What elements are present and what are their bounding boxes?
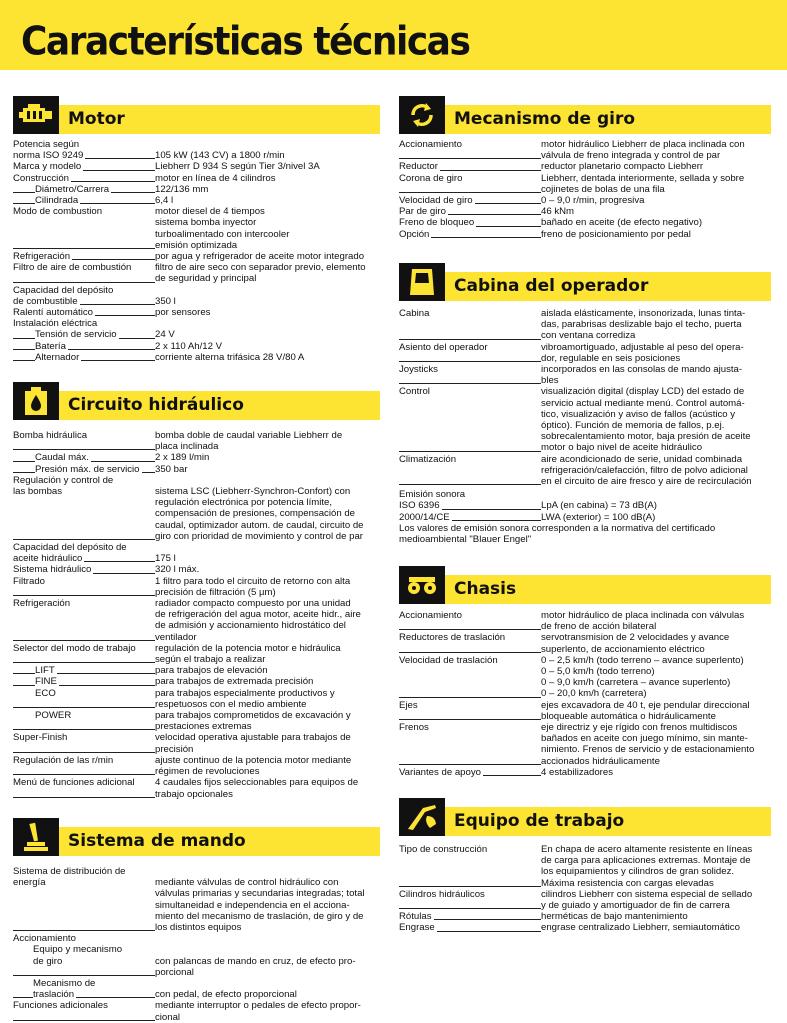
row-value	[155, 139, 380, 150]
row-value: con palancas de mando en cruz, de efecto pro- porcional	[155, 955, 356, 978]
row-label: Joysticks	[399, 364, 438, 376]
row-label: Frenos	[399, 722, 429, 734]
section-header	[399, 96, 771, 136]
row-label: Menú de funciones adicional	[13, 777, 135, 789]
row-value: radiador compacto compuesto por una unidad de refrigeración del agua motor, aceite hidr., aire de admisión y accionamiento hidrostático del ventilador	[155, 598, 361, 643]
row-value: 24 V	[155, 329, 175, 341]
row-value: Liebherr D 934 S según Tier 3/nivel 3A	[155, 161, 320, 173]
section-title: Circuito hidráulico	[68, 395, 244, 415]
emission-title: Emisión sonora	[399, 489, 466, 501]
row-value: para trabajos de extremada precisión	[155, 676, 314, 688]
row-label: Modo de combustion	[13, 206, 103, 218]
bucket-arm-icon	[399, 798, 445, 836]
row-label: Filtro de aire de combustión	[13, 262, 132, 274]
row-value: 4 caudales fijos seleccionables para equipos de trabajo opcionales	[155, 777, 359, 800]
row-value: 0 – 2,5 km/h (todo terreno – avance superlento) 0 – 5,0 km/h (todo terreno) 0 – 9,0 km/h (carretera – avance superlento) 0 – 20,0 km/h (carretera)	[541, 654, 744, 700]
row-label: Refrigeración	[13, 251, 71, 263]
row-value: regulación de la potencia motor e hidráulica según el trabajo a realizar	[155, 642, 341, 666]
row-label: Accionamiento	[399, 610, 462, 621]
equipo-rows	[399, 844, 771, 934]
section-title: Mecanismo de giro	[454, 109, 636, 129]
row-value: 2 x 110 Ah/12 V	[155, 340, 223, 352]
row-value: para trabajos de elevación	[155, 665, 268, 677]
row-label: Ejes	[399, 699, 418, 711]
row-label: Regulación y control de	[13, 474, 114, 486]
row-label: Selector del modo de trabajo	[13, 642, 136, 654]
row-value	[155, 318, 380, 329]
row-value: mediante interruptor o pedales de efecto propor- cional	[155, 1000, 361, 1023]
joystick-icon	[13, 818, 59, 856]
row-value: 122/136 mm	[155, 183, 209, 195]
row-label: Engrase	[399, 922, 435, 934]
row-value: mediante válvulas de control hidráulico con válvulas primarias y secundarias integradas; total simultaneidad e independencia en el acciona- miento del mecanismo de traslación, de giro y de los distintos equipos	[155, 877, 365, 934]
engine-icon	[13, 96, 59, 134]
row-value	[155, 475, 380, 486]
motor-rows	[13, 139, 380, 363]
row-value: En chapa de acero altamente resistente en líneas de carga para aplicaciones extremas. Montaje de los equipamientos y cilindros de gran solidez. Máxima resistencia con cargas elevadas	[541, 844, 753, 889]
row-label: Sistema hidráulico	[13, 564, 92, 576]
hidraulico-rows	[13, 430, 380, 800]
row-label: de combustible	[13, 295, 78, 307]
giro-rows	[399, 139, 771, 240]
section-title: Cabina del operador	[454, 276, 649, 296]
row-value: 1 filtro para todo el circuito de retorno con alta precisión de filtración (5 µm)	[155, 575, 351, 598]
section-title: Motor	[68, 109, 125, 129]
row-value: con pedal, de efecto proporcional	[155, 989, 297, 1001]
row-label: Capacidad del depósito	[13, 284, 114, 296]
row-label: FINE	[35, 676, 57, 688]
row-label: ECO	[35, 687, 56, 699]
cabina-rows	[399, 308, 771, 545]
row-label: Refrigeración	[13, 598, 71, 610]
row-label: Construcción	[13, 172, 69, 184]
row-label: Sistema de distribución de	[13, 866, 126, 877]
section-header	[399, 798, 771, 838]
row-value: incorporados en las consolas de mando ajusta- bles	[541, 364, 743, 387]
row-label: Reductores de traslación	[399, 632, 506, 644]
row-value: 350 l	[155, 295, 176, 307]
section-motor	[13, 96, 380, 363]
row-value: eje directriz y eje rígido con frenos multidiscos bañados en aceite con juego mínimo, sin mante- nimiento. Frenos de servicio y de estacionamiento accionados hidráulicamente	[541, 722, 755, 767]
row-value	[155, 944, 380, 955]
row-label: Control	[399, 386, 430, 398]
row-label: Instalación eléctrica	[13, 318, 98, 330]
mando-rows	[13, 866, 380, 1023]
row-value: 46 kNm	[541, 206, 575, 218]
section-title: Equipo de trabajo	[454, 811, 625, 831]
cab-icon	[399, 263, 445, 301]
section-title: Sistema de mando	[68, 831, 246, 851]
row-value: 0 – 9,0 r/min, progresiva	[541, 195, 645, 207]
row-value	[155, 866, 380, 877]
row-value	[155, 285, 380, 296]
row-label: energía	[13, 877, 46, 889]
row-label: Caudal máx.	[35, 452, 89, 464]
row-label: Batería	[35, 340, 66, 352]
row-label: Regulación de las r/min	[13, 754, 114, 766]
row-label: Bomba hidráulica	[13, 430, 88, 441]
row-label: POWER	[35, 710, 72, 722]
row-value: motor hidráulico Liebherr de placa inclinada con válvula de freno integrada y control de par	[541, 139, 745, 162]
row-value: 175 l	[155, 553, 176, 565]
row-label: Corona de giro	[399, 172, 463, 184]
page-title: Características técnicas	[21, 20, 470, 65]
row-label: norma ISO 9249	[13, 150, 84, 162]
row-value: bañado en aceite (de efecto negativo)	[541, 217, 703, 229]
section-cabina	[399, 263, 771, 546]
row-value: ejes excavadora de 40 t, eje pendular direccional bloqueable automática o hidráulicamente	[541, 699, 750, 722]
row-value	[155, 933, 380, 944]
row-value: aislada elásticamente, insonorizada, lunas tinta- das, parabrisas deslizable bajo el techo, puerta con ventana corrediza	[541, 308, 746, 342]
row-value: aire acondicionado de serie, unidad combinada refrigeración/calefacción, filtro de polvo adicional en el circuito de aire fresco y aire de recirculación	[541, 453, 752, 488]
row-value: motor hidráulico de placa inclinada con válvulas de freno de acción bilateral	[541, 610, 745, 633]
row-label: de giro	[33, 955, 63, 967]
section-chasis	[399, 566, 771, 778]
section-equipo	[399, 798, 771, 934]
row-value: corriente alterna trifásica 28 V/80 A	[155, 351, 305, 363]
row-label: Accionamiento	[399, 139, 462, 150]
row-label: traslación	[33, 989, 75, 1001]
row-label: Opción	[399, 228, 430, 240]
row-value: 6,4 l	[155, 195, 174, 207]
section-header	[13, 382, 380, 422]
row-value	[155, 978, 380, 989]
row-label: Potencia según	[13, 139, 80, 150]
row-label: Filtrado	[13, 575, 45, 587]
row-value: reductor planetario compacto Liebherr	[541, 161, 704, 173]
section-giro	[399, 96, 771, 240]
row-label: Par de giro	[399, 206, 446, 218]
row-label: Marca y modelo	[13, 161, 82, 173]
row-value: motor diesel de 4 tiempos sistema bomba inyector turboalimentado con intercooler emisión optimizada	[155, 206, 290, 251]
section-title: Chasis	[454, 579, 517, 599]
oil-drop-icon	[13, 382, 59, 420]
row-label: Velocidad de giro	[399, 195, 473, 207]
row-value	[155, 542, 380, 553]
row-value: 4 estabilizadores	[541, 766, 613, 778]
row-label: Freno de bloqueo	[399, 217, 475, 229]
emission-ce-value: LWA (exterior) = 100 dB(A)	[541, 511, 656, 523]
row-value: 350 bar	[155, 463, 188, 475]
section-header	[13, 96, 380, 136]
row-value: velocidad operativa ajustable para trabajos de precisión	[155, 732, 351, 755]
row-value: 320 l máx.	[155, 564, 200, 576]
rotation-icon	[399, 96, 445, 134]
row-label: Tensión de servicio	[35, 329, 117, 341]
section-header	[399, 263, 771, 303]
emission-iso-label: ISO 6396	[399, 500, 440, 512]
row-label: Capacidad del depósito de	[13, 542, 127, 554]
row-label: Mecanismo de	[33, 978, 96, 990]
section-hidraulico	[13, 382, 380, 800]
emission-ce-label: 2000/14/CE	[399, 511, 450, 523]
row-value: sistema LSC (Liebherr-Synchron-Confort) con regulación electrónica por potencia límite, compensación de presiones, compensación de caudal, optimizador autom. de caudal, circuito de giro con prioridad de movimiento y control de par	[155, 486, 364, 542]
emission-iso-value: LpA (en cabina) = 73 dB(A)	[541, 500, 657, 512]
row-value: para trabajos especialmente productivos y respetuosos con el medio ambiente	[155, 687, 335, 710]
row-label: Super-Finish	[13, 732, 68, 744]
section-header	[399, 566, 771, 606]
row-label: aceite hidráulico	[13, 553, 83, 565]
row-label: Presión máx. de servicio	[35, 463, 140, 475]
row-value: Liebherr, dentada interiormente, sellada y sobre cojinetes de bolas de una fila	[541, 172, 745, 195]
row-label: Velocidad de traslación	[399, 654, 498, 666]
row-label: Cabina	[399, 308, 430, 319]
row-label: LIFT	[35, 665, 55, 677]
row-value: por agua y refrigerador de aceite motor integrado	[155, 251, 365, 263]
row-value: engrase centralizado Liebherr, semiautomático	[541, 922, 740, 934]
emission-note: Los valores de emisión sonora corresponden a la normativa del certificado medioambiental "Blauer Engel"	[399, 522, 716, 546]
row-label: Variantes de apoyo	[399, 766, 481, 778]
undercarriage-icon	[399, 566, 445, 604]
row-label: Funciones adicionales	[13, 1000, 108, 1012]
row-label: Cilindros hidráulicos	[399, 888, 485, 900]
row-label: Climatización	[399, 453, 457, 465]
chasis-rows	[399, 610, 771, 778]
row-label: Reductor	[399, 161, 438, 173]
row-value: por sensores	[155, 307, 211, 319]
row-label: Alternador	[35, 351, 80, 363]
row-value: vibroamortiguado, adjustable al peso del opera- dor, regulable en seis posiciones	[541, 341, 744, 364]
row-value: servotransmision de 2 velocidades y avance superlento, de accionamiento eléctrico	[541, 632, 730, 655]
row-value: freno de posicionamiento por pedal	[541, 228, 691, 240]
row-value: visualización digital (display LCD) del estado de servicio actual mediante menú. Control automá- tico, visualización y aviso de fallos (acústico y óptico). Función de memoria de fallos, p.ej. sobrecalentamiento motor, baja presión de aceite motor o bajo nivel de aceite hidráulico	[541, 386, 751, 454]
row-value: cilindros Liebherr con sistema especial de sellado y de guiado y amortiguador de fin de carrera	[541, 888, 753, 912]
row-label: Ralentí automático	[13, 307, 93, 319]
row-value: bomba doble de caudal variable Liebherr de placa inclinada	[155, 430, 343, 453]
section-header	[13, 818, 380, 858]
row-label: Cilindrada	[35, 195, 79, 207]
row-value: ajuste continuo de la potencia motor mediante régimen de revoluciones	[155, 754, 352, 778]
row-label: Rótulas	[399, 911, 432, 923]
row-label: Equipo y mecanismo	[33, 944, 123, 956]
section-mando	[13, 818, 380, 1023]
row-label: Diámetro/Carrera	[35, 183, 110, 195]
row-value: filtro de aire seco con separador previo, elemento de seguridad y principal	[155, 262, 366, 285]
row-value: 2 x 189 l/min	[155, 452, 210, 464]
row-label: Asiento del operador	[399, 341, 488, 353]
row-label: Tipo de construcción	[399, 844, 488, 855]
row-value: 105 kW (143 CV) a 1800 r/min	[155, 150, 285, 162]
row-value: herméticas de bajo mantenimiento	[541, 911, 688, 923]
row-label: las bombas	[13, 486, 63, 498]
row-label: Accionamiento	[13, 933, 76, 945]
row-value: motor en línea de 4 cilindros	[155, 172, 276, 184]
row-value: para trabajos comprometidos de excavación y prestaciones extremas	[155, 710, 351, 733]
